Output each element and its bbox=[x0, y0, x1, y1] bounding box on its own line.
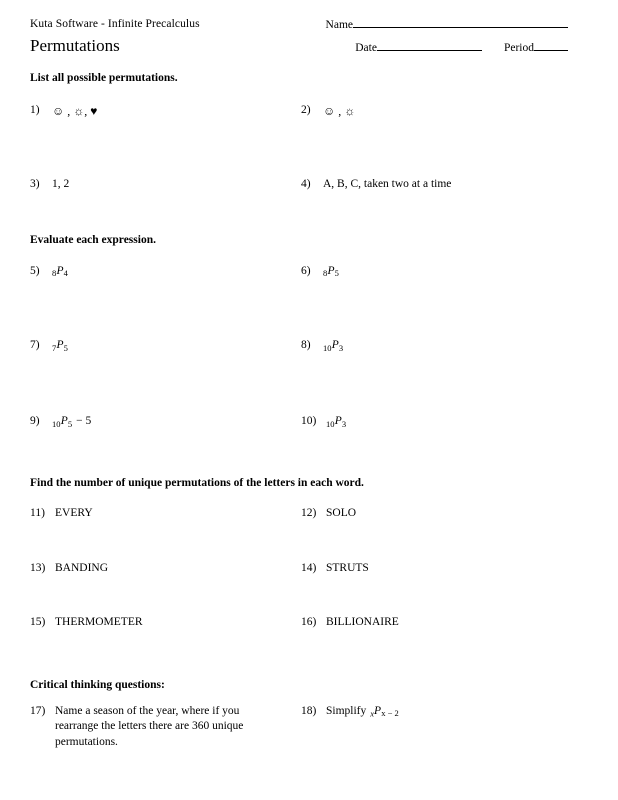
question-number: 5) bbox=[30, 264, 40, 277]
date-period-group bbox=[355, 41, 568, 56]
perm-r: 5 bbox=[334, 267, 339, 278]
question-number: 9) bbox=[30, 415, 40, 428]
perm-r: x − 2 bbox=[381, 708, 399, 719]
question-expression bbox=[323, 338, 572, 354]
question-text: EVERY bbox=[55, 507, 93, 520]
question-number: 7) bbox=[30, 339, 40, 352]
section-heading-4: Critical thinking questions: bbox=[30, 678, 165, 691]
section-heading-2: Evaluate each expression. bbox=[30, 233, 156, 246]
question-number: 13) bbox=[30, 561, 46, 574]
question-number: 2) bbox=[301, 103, 311, 116]
question-8 bbox=[301, 338, 572, 354]
question-number: 1) bbox=[30, 103, 40, 116]
question-row bbox=[30, 338, 572, 354]
question-text: THERMOMETER bbox=[55, 616, 143, 629]
question-row bbox=[30, 506, 572, 522]
question-11 bbox=[30, 506, 301, 522]
question-text: BILLIONAIRE bbox=[326, 616, 399, 629]
question-3 bbox=[30, 177, 301, 193]
question-row bbox=[30, 177, 572, 193]
perm-r: 5 bbox=[67, 418, 73, 429]
question-12 bbox=[301, 506, 572, 522]
question-number: 17) bbox=[30, 704, 46, 717]
question-text: SOLO bbox=[326, 507, 357, 520]
question-text: ☺ , ☼, ♥ bbox=[52, 103, 98, 118]
question-expression bbox=[326, 414, 572, 430]
perm-r: 5 bbox=[63, 342, 68, 353]
question-17 bbox=[30, 704, 301, 751]
question-4 bbox=[301, 177, 572, 193]
question-number: 18) bbox=[301, 704, 317, 717]
name-label: Name bbox=[325, 19, 353, 32]
perm-symbol: P bbox=[374, 704, 382, 717]
question-9 bbox=[30, 414, 301, 430]
date-label: Date bbox=[355, 41, 377, 54]
name-field-group bbox=[326, 18, 568, 31]
question-row bbox=[30, 561, 572, 577]
question-text: ☺ , ☼ bbox=[323, 103, 356, 118]
perm-n: x bbox=[370, 708, 375, 719]
period-input-rule[interactable] bbox=[534, 41, 568, 51]
perm-n: 8 bbox=[323, 267, 328, 278]
perm-symbol: P bbox=[334, 415, 342, 428]
question-number: 4) bbox=[301, 178, 311, 191]
perm-symbol: P bbox=[331, 339, 339, 352]
question-row bbox=[30, 704, 572, 751]
question-13 bbox=[30, 561, 301, 577]
perm-n: 10 bbox=[323, 342, 332, 353]
question-1 bbox=[30, 103, 301, 119]
question-number: 3) bbox=[30, 178, 40, 191]
question-number: 16) bbox=[301, 616, 317, 629]
question-text: STRUTS bbox=[326, 561, 369, 574]
section-2-grid bbox=[30, 264, 572, 431]
question-number: 10) bbox=[301, 415, 317, 428]
perm-r: 3 bbox=[338, 342, 344, 353]
answer-space bbox=[30, 119, 572, 163]
question-6 bbox=[301, 264, 572, 280]
perm-symbol: P bbox=[60, 415, 68, 428]
question-expression bbox=[52, 414, 301, 430]
question-number: 11) bbox=[30, 507, 45, 520]
perm-symbol: P bbox=[327, 264, 335, 277]
question-row bbox=[30, 615, 572, 631]
question-7 bbox=[30, 338, 301, 354]
question-number: 15) bbox=[30, 616, 46, 629]
header-row bbox=[30, 18, 572, 31]
question-row bbox=[30, 264, 572, 280]
date-input-rule[interactable] bbox=[377, 41, 482, 51]
question-text: 1, 2 bbox=[52, 178, 70, 191]
title-row bbox=[30, 37, 572, 56]
perm-n: 7 bbox=[52, 342, 57, 353]
perm-r: 3 bbox=[341, 418, 347, 429]
question-text: BANDING bbox=[55, 561, 109, 574]
question-16 bbox=[301, 615, 572, 631]
question-row bbox=[30, 414, 572, 430]
section-3-grid bbox=[30, 506, 572, 631]
perm-symbol: P bbox=[56, 339, 64, 352]
perm-tail: − 5 bbox=[76, 415, 92, 428]
perm-n: 8 bbox=[52, 267, 57, 278]
question-number: 14) bbox=[301, 561, 317, 574]
question-text: A, B, C, taken two at a time bbox=[323, 178, 452, 191]
section-heading-3: Find the number of unique permutations of the letters in each word. bbox=[30, 477, 364, 490]
question-5 bbox=[30, 264, 301, 280]
brand-label: Kuta Software - Infinite Precalculus bbox=[30, 18, 200, 30]
answer-space bbox=[30, 354, 572, 394]
question-15 bbox=[30, 615, 301, 631]
question-2 bbox=[301, 103, 572, 119]
perm-n: 10 bbox=[52, 418, 61, 429]
question-row bbox=[30, 103, 572, 119]
name-input-rule[interactable] bbox=[353, 18, 568, 28]
perm-n: 10 bbox=[326, 418, 335, 429]
period-label: Period bbox=[503, 41, 534, 54]
section-1-grid bbox=[30, 103, 572, 193]
question-number: 12) bbox=[301, 507, 317, 520]
section-4-grid bbox=[30, 704, 572, 751]
question-number: 6) bbox=[301, 264, 311, 277]
question-14 bbox=[301, 561, 572, 577]
question-expression bbox=[52, 338, 301, 354]
page-title: Permutations bbox=[30, 36, 120, 56]
question-expression bbox=[52, 264, 301, 280]
question-lead: Simplify bbox=[326, 704, 367, 717]
question-18 bbox=[301, 704, 572, 751]
question-expression bbox=[323, 264, 572, 280]
section-heading-1: List all possible permutations. bbox=[30, 71, 178, 84]
answer-space bbox=[30, 279, 572, 319]
question-10 bbox=[301, 414, 572, 430]
question-number: 8) bbox=[301, 339, 311, 352]
question-expression bbox=[326, 704, 572, 720]
perm-symbol: P bbox=[56, 264, 64, 277]
perm-r: 4 bbox=[63, 267, 68, 278]
question-text: Name a season of the year, where if you rearrange the letters there are 360 unique permutations. bbox=[55, 704, 244, 748]
